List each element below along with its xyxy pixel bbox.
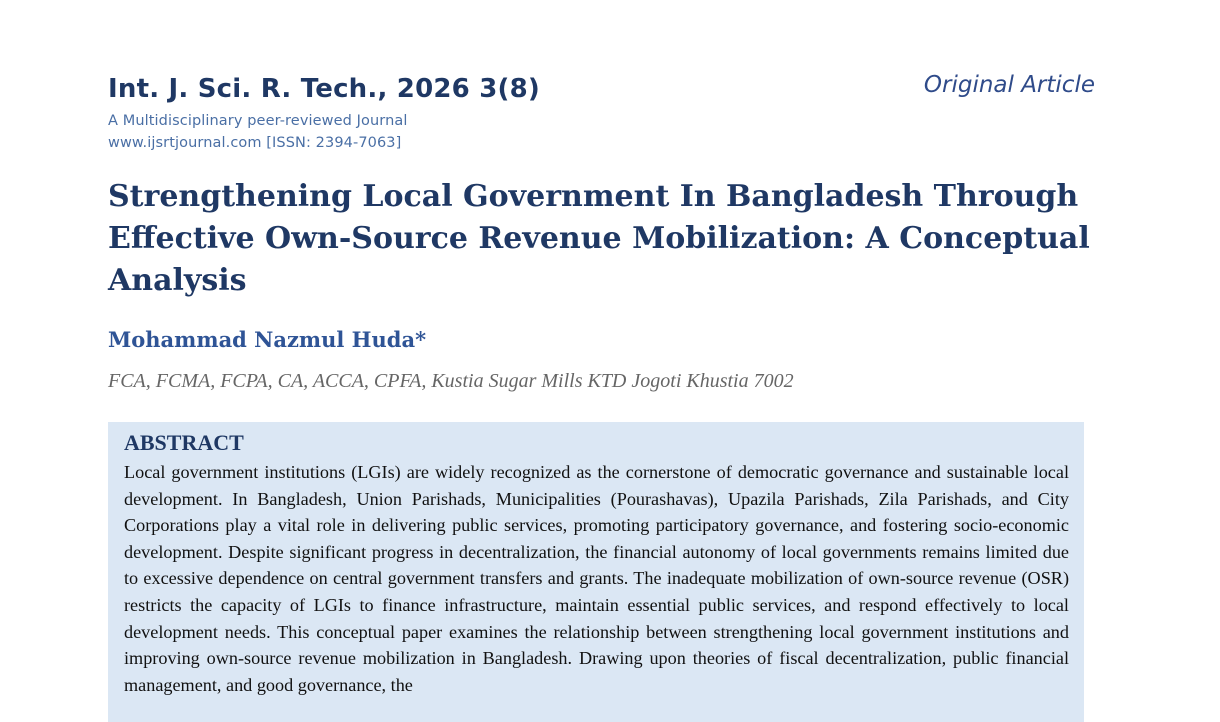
- author-name: Mohammad Nazmul Huda*: [108, 327, 427, 352]
- journal-subtitle: A Multidisciplinary peer-reviewed Journal: [108, 113, 408, 129]
- journal-website[interactable]: www.ijsrtjournal.com [ISSN: 2394-7063]: [108, 135, 402, 151]
- abstract-heading: ABSTRACT: [124, 430, 244, 455]
- journal-title: Int. J. Sci. R. Tech., 2026 3(8): [108, 74, 540, 104]
- paper-title: Strengthening Local Government In Bangladesh Through Effective Own-Source Revenue Mobilization: A Conceptual Analysis: [108, 179, 1090, 298]
- abstract-text: Local government institutions (LGIs) are widely recognized as the cornerstone of democratic governance and sustainable local development. In Bangladesh, Union Parishads, Municipalities (Pourashavas), Upazila Parishads, Zila Parishads, and City Corporations play a vital role in delivering public services, promoting participatory governance, and fostering socio-economic development. Despite significant progress in decentralization, the financial autonomy of local governments remains limited due to excessive dependence on central government transfers and grants. The inadequate mobilization of own-source revenue (OSR) restricts the capacity of LGIs to finance infrastructure, maintain essential public services, and respond effectively to local development needs. This conceptual paper examines the relationship between strengthening local government institutions and improving own-source revenue mobilization in Bangladesh. Drawing upon theories of fiscal decentralization, public financial management, and good governance, the: [124, 462, 1069, 695]
- author-affiliation: FCA, FCMA, FCPA, CA, ACCA, CPFA, Kustia Sugar Mills KTD Jogoti Khustia 7002: [108, 370, 794, 392]
- abstract-box: [108, 422, 1084, 722]
- article-type-label: Original Article: [923, 72, 1095, 98]
